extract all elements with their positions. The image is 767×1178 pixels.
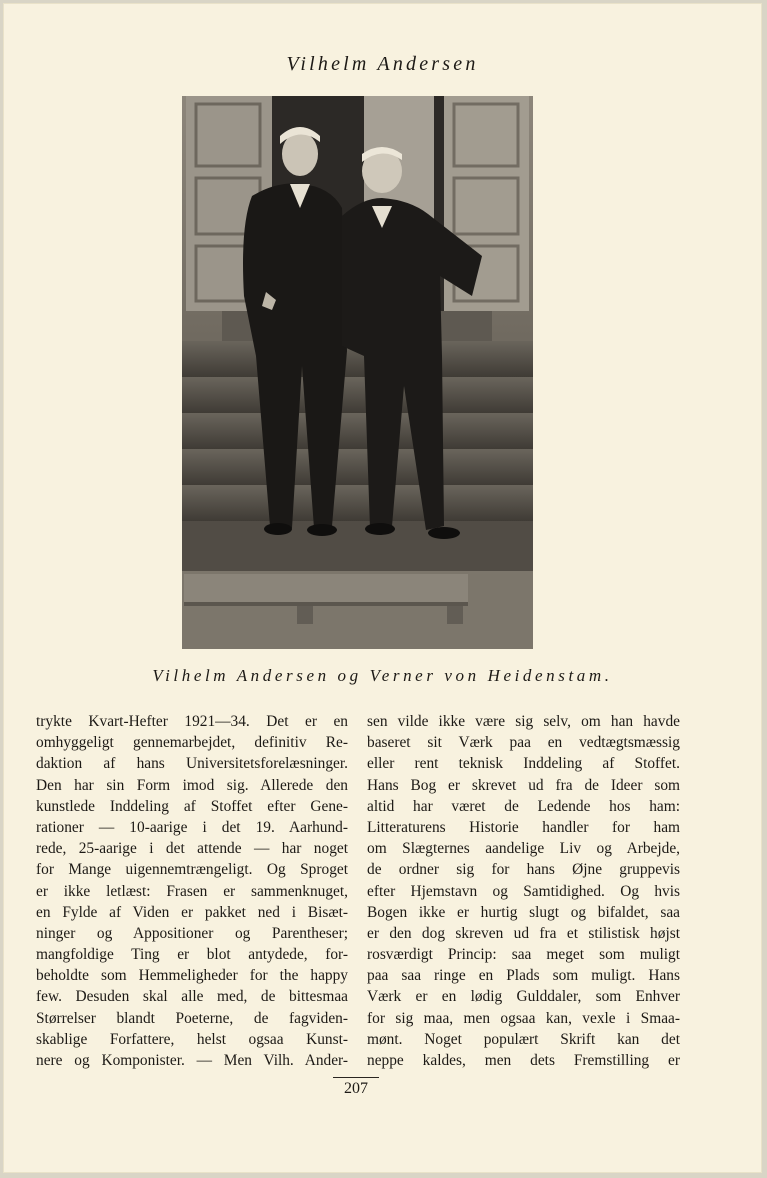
text-line: rosværdigt Princip: saa meget som muligt — [367, 946, 680, 964]
text-line: mangfoldige Ting er blot antydede, for- — [36, 946, 348, 964]
text-line: baseret sit Værk paa en vedtægtsmæssig — [367, 734, 680, 752]
text-line: for Mange uigennemtrængeligt. Og Sproget — [36, 861, 348, 879]
text-column-left — [36, 711, 348, 1071]
text-line: daktion af hans Universitetsforelæsninger. — [36, 755, 348, 773]
text-line: for sig maa, men ogsaa kan, vexle i Smaa- — [367, 1009, 680, 1027]
text-line: om Slægternes aandelige Liv og Arbejde, — [367, 840, 680, 858]
book-page — [3, 3, 762, 1173]
text-line: efter Hjemstavn og Samtidighed. Og hvis — [367, 882, 680, 900]
text-line: paa saa ringe en Plads som muligt. Hans — [367, 967, 680, 985]
text-line: Den har sin Form imod sig. Allerede den — [36, 776, 348, 794]
text-line: rede, 25-aarige i det attende — har noget — [36, 840, 348, 858]
photo-caption: Vilhelm Andersen og Verner von Heidenstam. — [152, 666, 613, 685]
text-line: altid har været de Ledende hos ham: — [367, 797, 680, 815]
text-line: Hans Bog er skrevet ud fra de Ideer som — [367, 776, 680, 794]
text-line: sen vilde ikke være sig selv, om han havde — [367, 713, 680, 730]
text-line: Størrelser blandt Poeterne, de fagviden- — [36, 1009, 348, 1027]
running-head: Vilhelm Andersen — [286, 53, 479, 75]
text-line: de ordner sig for hans Øjne gruppevis — [367, 861, 680, 879]
text-line: Bogen ikke er hurtig slugt og bifaldet, saa — [367, 903, 680, 921]
text-line: nere og Komponister. — Men Vilh. Ander- — [36, 1052, 348, 1069]
photograph — [182, 96, 533, 649]
text-line: Litteraturens Historie handler for ham — [367, 818, 680, 836]
text-line: neppe kaldes, men dets Fremstilling er — [367, 1052, 680, 1069]
text-line: ninger og Appositioner og Parentheser; — [36, 924, 348, 942]
text-line: en Fylde af Viden er pakket ned i Bisæt- — [36, 903, 348, 921]
text-line: trykte Kvart-Hefter 1921—34. Det er en — [36, 713, 348, 730]
page-number: 207 — [333, 1077, 379, 1098]
text-line: er ikke letlæst: Frasen er sammenknuget, — [36, 882, 348, 900]
text-line: er den dog skreven ud fra et stilistisk højst — [367, 924, 680, 942]
text-line: eller rent teknisk Inddeling af Stoffet. — [367, 755, 680, 773]
text-line: Værk er en lødig Gulddaler, som Enhver — [367, 988, 680, 1006]
text-line: few. Desuden skal alle med, de bittesmaa — [36, 988, 348, 1006]
text-line: kunstlede Inddeling af Stoffet efter Gene- — [36, 797, 348, 815]
photograph-illustration — [182, 96, 533, 649]
text-column-right — [367, 711, 680, 1071]
text-line: beholdte som Hemmeligheder for the happy — [36, 967, 348, 985]
text-line: omhyggeligt gennemarbejdet, definitiv Re- — [36, 734, 348, 752]
text-line: rationer — 10-aarige i det 19. Aarhund- — [36, 818, 348, 836]
text-line: mønt. Noget populært Skrift kan det — [367, 1030, 680, 1048]
text-line: skablige Forfattere, helst ogsaa Kunst- — [36, 1030, 348, 1048]
